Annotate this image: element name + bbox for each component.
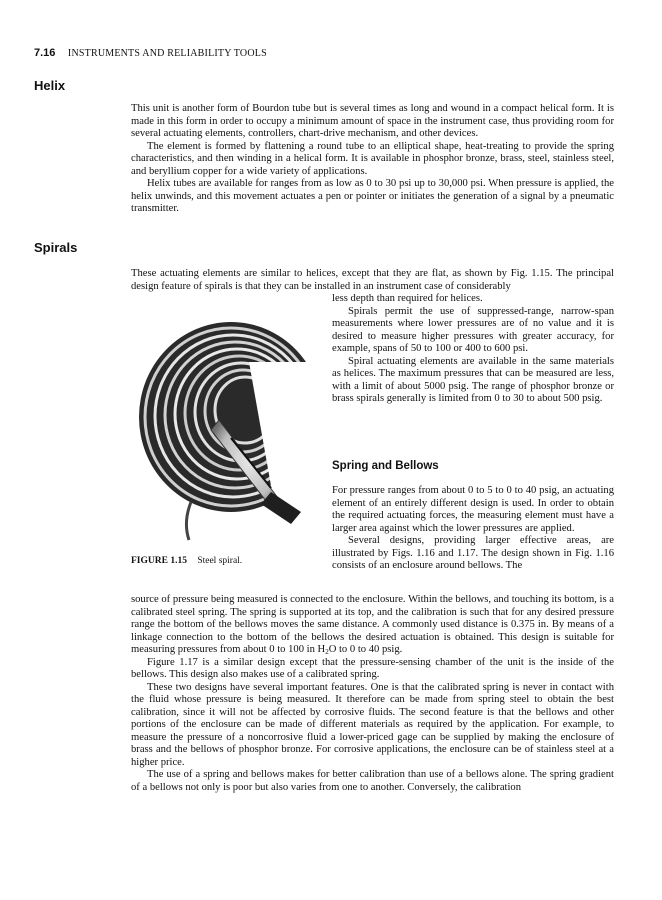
helix-body xyxy=(131,103,614,216)
figure-caption xyxy=(131,556,242,566)
figure-caption-text: Steel spiral. xyxy=(197,556,243,566)
helix-paragraph-1: This unit is another form of Bourdon tube but is several times as long and wound in a compact helical form. It is made in this form in order to occupy a minimum amount of space in the instrument case, thus providing room for several actuating elements, controllers, chart-drive mechanism, and other devices. xyxy=(131,103,614,139)
spring-bellows-paragraph-2-start: Several designs, providing larger effective areas, are illustrated by Figs. 1.16 and 1.17. The design shown in Fig. 1.16 consists of an enclosure around bellows. The xyxy=(332,535,614,571)
spring-bellows-paragraph-1: For pressure ranges from about 0 to 5 to 0 to 40 psig, an actuating element of an entirely different design is used. In order to obtain the required actuating forces, the measuring element must have a larger area against which the lower pressures are applied. xyxy=(332,485,614,534)
subsection-heading-spring-bellows: Spring and Bellows xyxy=(332,460,439,472)
running-head xyxy=(34,47,267,59)
chapter-title: INSTRUMENTS AND RELIABILITY TOOLS xyxy=(67,48,267,59)
spirals-right-column xyxy=(332,293,614,406)
spring-bellows-paragraph-2-rest: source of pressure being measured is connected to the enclosure. Within the bellows, and touching its bottom, is a calibrated steel spring. The spring is supported at its top, and the calibration is such that for any desired pressure range the bottom of the bellows moves the same distance. A commonly used distance is 0.375 in. By means of a linkage connection to the bottom of the bellows the desired actuation is obtained. This design is suitable for measuring pressures from about 0 to 100 in $H_2O$ to 0 to 40 psig. xyxy=(131,594,614,656)
page-number: 7.16 xyxy=(34,47,56,59)
helix-paragraph-3: Helix tubes are available for ranges from as low as 0 to 30 psi up to 30,000 psi. When pressure is applied, the helix unwinds, and this movement actuates a pen or pointer or initiates the generation of a signal by a pneumatic transmitter. xyxy=(131,178,614,214)
spring-bellows-body xyxy=(131,594,614,794)
section-heading-helix: Helix xyxy=(34,78,66,93)
section-heading-spirals: Spirals xyxy=(34,240,78,255)
spring-bellows-paragraph-5: The use of a spring and bellows makes for better calibration than use of a bellows alone. The spring gradient of a bellows not only is poor but also varies from one to another. Conversely, the calibration xyxy=(131,769,614,793)
figure-steel-spiral xyxy=(131,302,327,542)
spirals-paragraph-1-continued: less depth than required for helices. xyxy=(332,293,483,304)
spring-bellows-paragraph-4: These two designs have several important features. One is that the calibrated spring is never in contact with the fluid whose pressure is being measured. It therefore can be made from spring steel to obtain the best calibration, since it will not be affected by corrosive fluids. The second feature is that the bellows and other portions of the enclosure can be made of different materials as required by the application. For example, to measure the pressure of a noncorrosive fluid a lower-priced gage can be supplied by making the enclosure of brass and the bellows of phosphor bronze. For corrosive applications, the enclosure can be of stainless steel at a higher price. xyxy=(131,681,614,768)
figure-label: FIGURE 1.15 xyxy=(131,556,187,566)
spirals-paragraph-3: Spiral actuating elements are available in the same materials as helices. The maximum pressures that can be measured are less, with a limit of about 5000 psig. The range of phosphor bronze or brass spirals generally is limited from 0 to 30 to about 500 psig. xyxy=(332,355,614,404)
spring-bellows-paragraph-3: Figure 1.17 is a similar design except that the pressure-sensing chamber of the unit is the inside of the bellows. This design also makes use of a calibrated spring. xyxy=(131,656,614,680)
spring-bellows-right-column xyxy=(332,485,614,573)
steel-spiral-image xyxy=(131,302,327,542)
helix-paragraph-2: The element is formed by flattening a round tube to an elliptical shape, heat-treating to provide the spring characteristics, and then winding in a helical form. It is available in phosphor bronze, brass, steel, stainless steel, and beryllium copper for a wide variety of applications. xyxy=(131,140,614,177)
spirals-paragraph-2: Spirals permit the use of suppressed-range, narrow-span measurements where lower pressures are of no value and it is desired to measure higher pressures with greater accuracy, for example, spans of 50 to 100 or 400 to 600 psi. xyxy=(332,305,614,354)
spirals-intro xyxy=(131,268,614,293)
spirals-paragraph-1: These actuating elements are similar to helices, except that they are flat, as shown by Fig. 1.15. The principal design feature of spirals is that they can be installed in an instrument case of considerably xyxy=(131,268,614,292)
